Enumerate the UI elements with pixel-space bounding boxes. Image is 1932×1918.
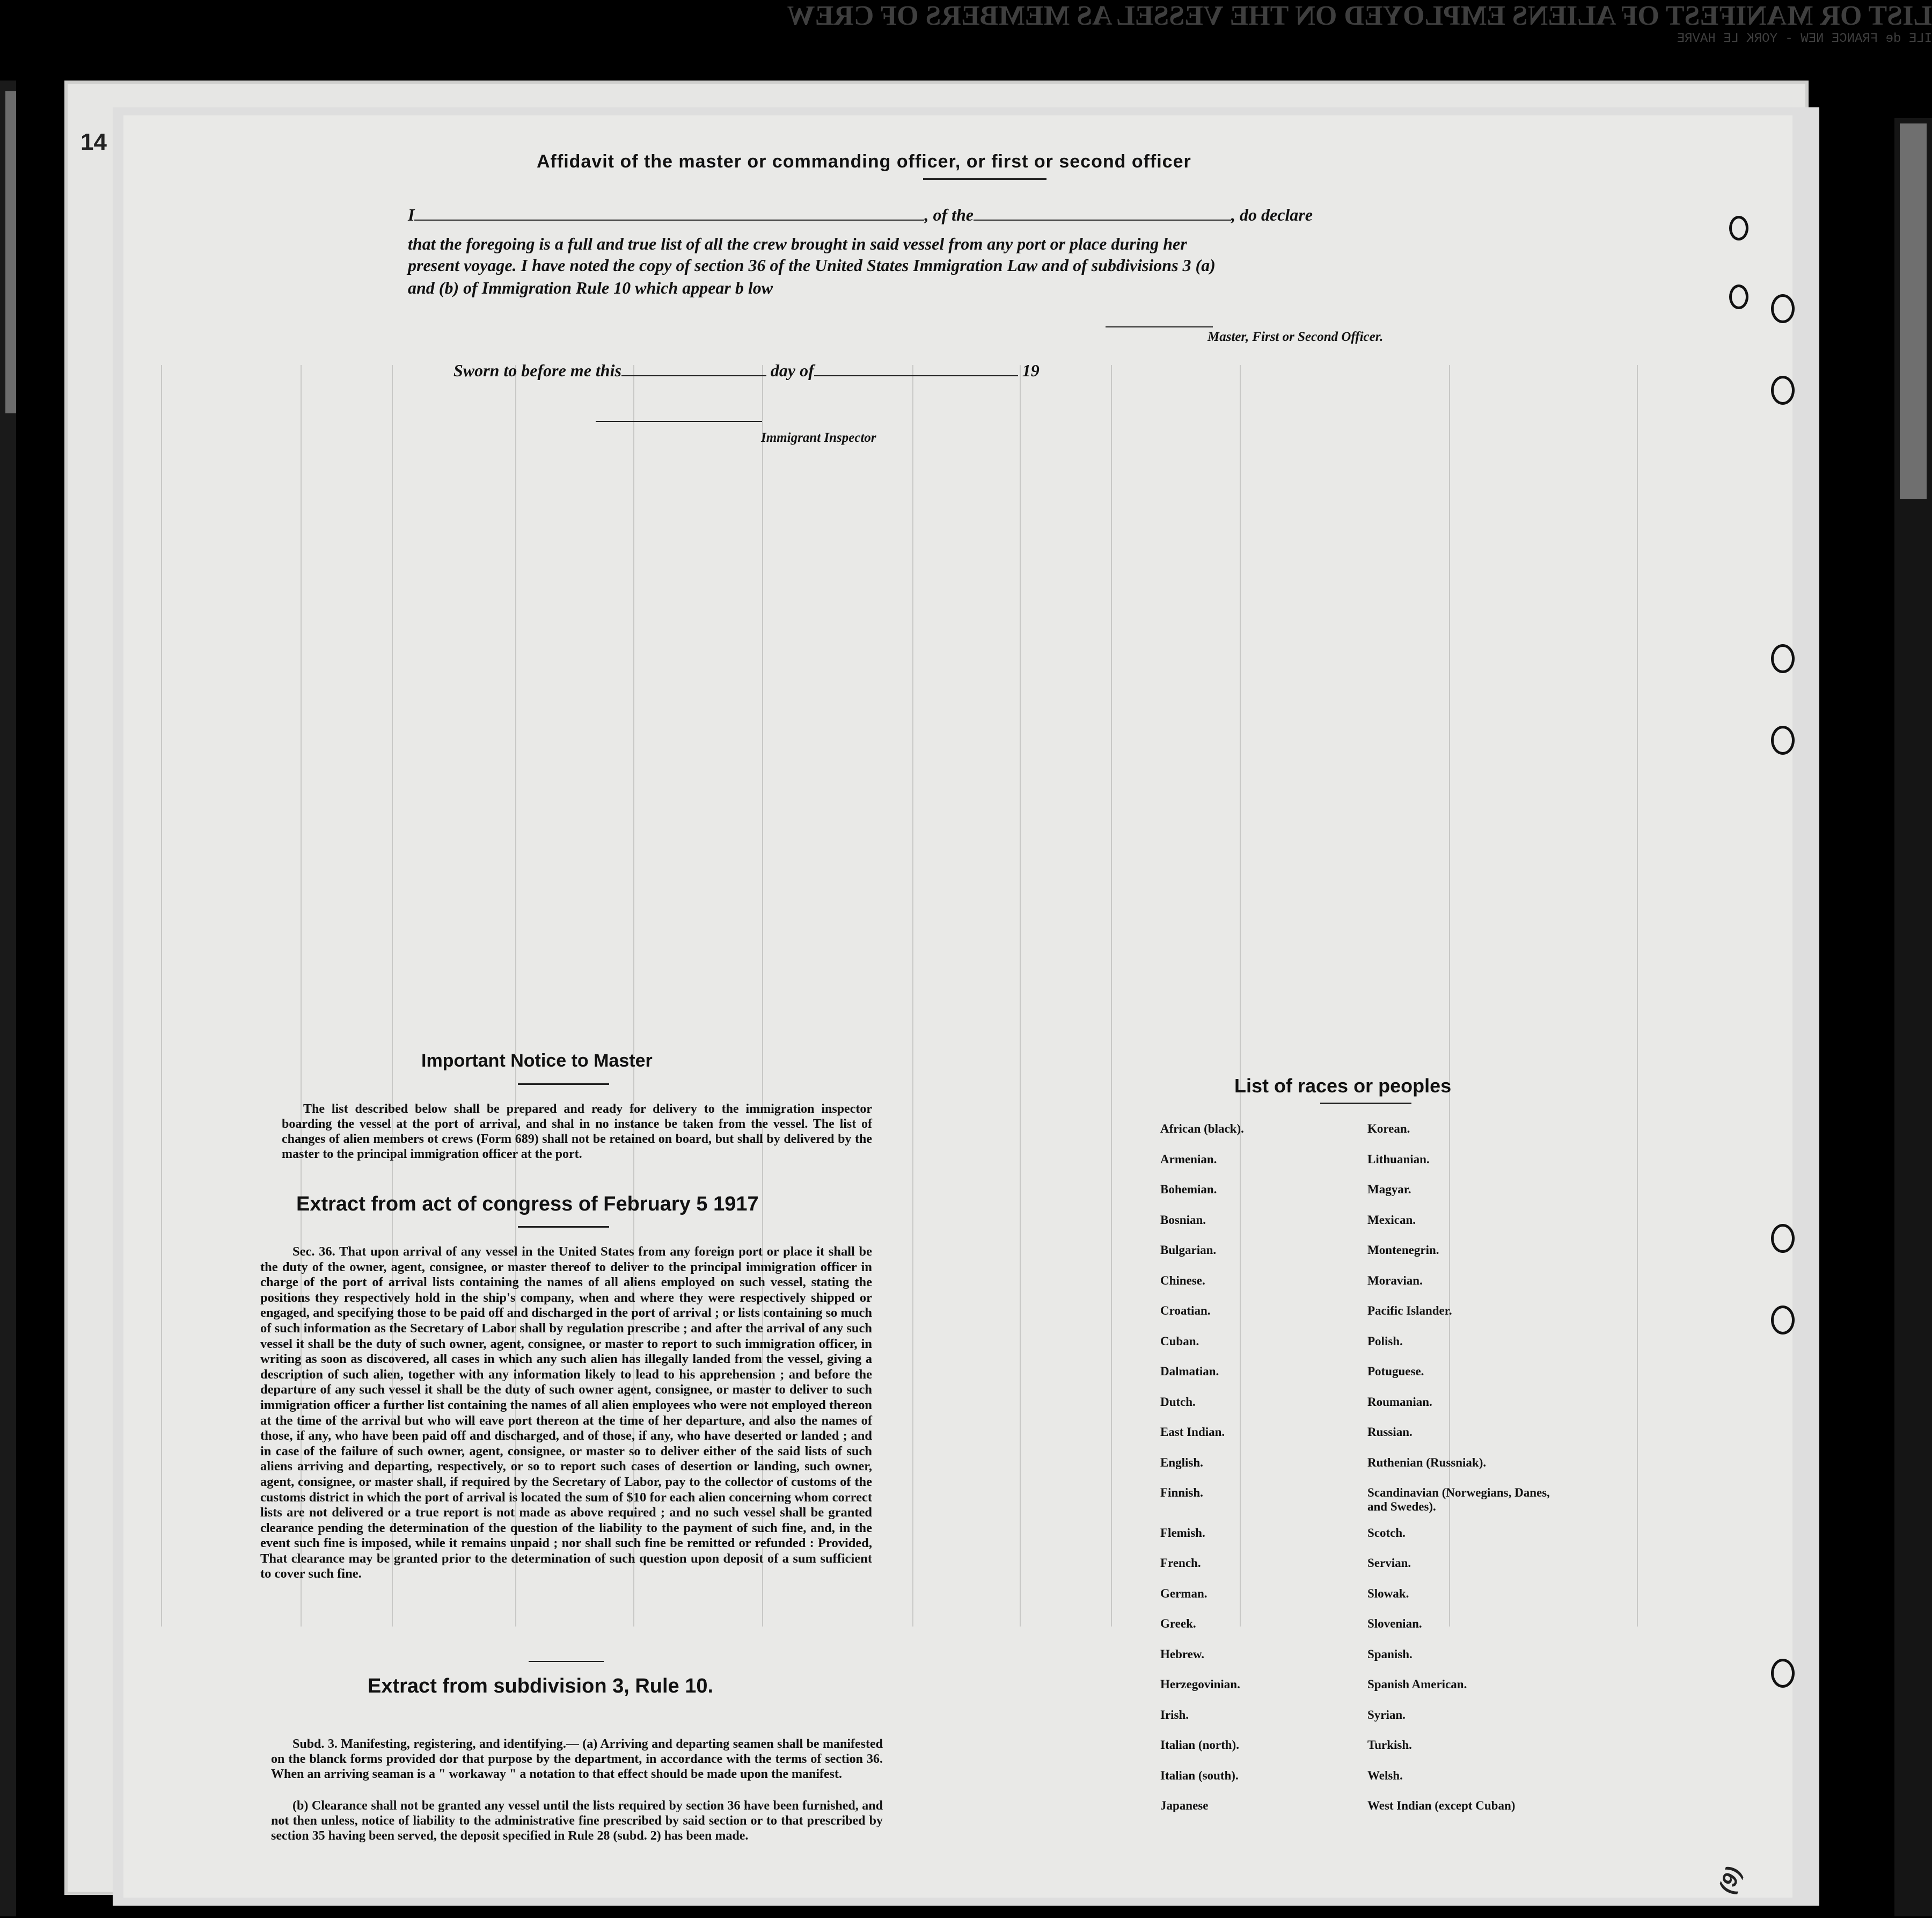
grid-line	[912, 365, 913, 1627]
page-number-mark: 14	[80, 129, 107, 155]
grid-line	[1111, 365, 1112, 1627]
month-blank[interactable]	[814, 361, 1018, 376]
race-item: Pacific Islander.	[1367, 1304, 1452, 1317]
race-item: Scotch.	[1367, 1526, 1406, 1540]
race-item: Korean.	[1367, 1122, 1410, 1135]
race-item: West Indian (except Cuban)	[1367, 1799, 1516, 1812]
affidavit-i: I	[408, 205, 415, 224]
race-item: Moravian.	[1367, 1273, 1423, 1287]
affidavit-declare: , do declare	[1231, 205, 1313, 224]
race-item: Armenian.	[1160, 1152, 1217, 1166]
race-item: Roumanian.	[1367, 1395, 1432, 1409]
race-item: Bohemian.	[1160, 1183, 1217, 1196]
act-extract-title: Extract from act of congress of February 5 1917	[296, 1193, 759, 1215]
race-item: Dalmatian.	[1160, 1365, 1219, 1378]
race-item: Ruthenian (Russniak).	[1367, 1455, 1487, 1469]
vessel-blank[interactable]	[974, 206, 1231, 221]
name-blank[interactable]	[414, 206, 924, 221]
pencil-mark: (9)	[1714, 1863, 1746, 1897]
race-item: Slowak.	[1367, 1586, 1409, 1600]
races-title: List of races or peoples	[1234, 1075, 1452, 1097]
race-item: Italian (south).	[1160, 1768, 1239, 1782]
affidavit-line-2: that the foregoing is a full and true list of all the crew brought in said vessel from any port or place during her	[408, 234, 1187, 253]
race-item: English.	[1160, 1455, 1203, 1469]
race-item: Cuban.	[1160, 1334, 1199, 1348]
race-item: Spanish.	[1367, 1647, 1413, 1661]
rule-extract-title: Extract from subdivision 3, Rule 10.	[368, 1675, 714, 1697]
act-underline	[518, 1226, 609, 1228]
races-underline	[1320, 1103, 1411, 1104]
day-of-label: day of	[770, 361, 814, 380]
bleed-through-route: ILE de FRANCE NEW - YORK LE HAVRE	[1677, 32, 1932, 46]
notice-text: The list described below shall be prepared and ready for delivery to the immigration inspector boarding the vessel at the port of arrival, and shal in no instance be taken from the vessel. The list of changes of alien members ot crews (Form 689) shall not be retained on board, but shall by delivered by the master to the principal immigration officer at the port.	[282, 1102, 872, 1161]
notice-title: Important Notice to Master	[421, 1051, 653, 1071]
sworn-label: Sworn to before me this	[453, 361, 621, 380]
race-item: Servian.	[1367, 1556, 1411, 1570]
affidavit-title: Affidavit of the master or commanding officer, or first or second officer	[537, 151, 1191, 172]
race-item: Chinese.	[1160, 1273, 1205, 1287]
race-item: Slovenian.	[1367, 1617, 1422, 1630]
race-item: African (black).	[1160, 1122, 1244, 1135]
binder-hole	[1771, 726, 1795, 755]
inspector-signature-line[interactable]	[596, 421, 762, 422]
binder-hole	[1771, 1224, 1795, 1253]
affidavit-of-the: , of the	[924, 205, 974, 224]
race-item: Polish.	[1367, 1334, 1403, 1348]
race-item: Hebrew.	[1160, 1647, 1204, 1661]
master-signature-line[interactable]	[1106, 326, 1213, 327]
affidavit-line-4: and (b) of Immigration Rule 10 which appear b low	[408, 278, 773, 297]
title-underline	[923, 178, 1046, 180]
race-item: Bosnian.	[1160, 1213, 1206, 1227]
binder-hole	[1729, 216, 1748, 240]
sworn-line	[453, 361, 1040, 381]
race-item: Greek.	[1160, 1617, 1196, 1630]
grid-line	[1240, 365, 1241, 1627]
race-item: Finnish.	[1160, 1486, 1203, 1499]
race-item: Mexican.	[1367, 1213, 1416, 1227]
race-item: Italian (north).	[1160, 1738, 1239, 1752]
race-item: Scandinavian (Norwegians, Danes, and Swedes).	[1367, 1486, 1550, 1513]
race-item: Croatian.	[1160, 1304, 1211, 1317]
race-item: Japanese	[1160, 1799, 1209, 1812]
grid-line	[1449, 365, 1450, 1627]
binder-hole	[1771, 1306, 1795, 1334]
document-page	[123, 115, 1792, 1898]
binder-hole	[1771, 376, 1795, 405]
rule-extract-text-b: (b) Clearance shall not be granted any vessel until the lists required by section 36 have been furnished, and not then unless, notice of liability to the administrative fine prescribed by said section or to that prescribed by section 35 having been served, the deposit specified in Rule 28 (subd. 2) has been made.	[271, 1799, 883, 1843]
day-blank[interactable]	[621, 361, 766, 376]
grid-line	[1020, 365, 1021, 1627]
race-item: Russian.	[1367, 1425, 1413, 1439]
race-item: Bulgarian.	[1160, 1243, 1217, 1257]
race-item: Welsh.	[1367, 1768, 1403, 1782]
binder-hole	[1771, 294, 1795, 323]
race-item: Syrian.	[1367, 1708, 1406, 1722]
act-extract-text: Sec. 36. That upon arrival of any vessel in the United States from any foreign port or place it shall be the duty of the owner, agent, consignee, or master thereof to deliver to the principal immigration officer in charge of the port of arrival lists containing the names of all aliens employed on such vessel, stating the positions they respectively hold in the ship's company, when and where they were respectively shipped or engaged, and specifying those to be paid off and discharged in the port of arrival ; or lists containing so much of such information as the Secretary of Labor shall by regulation prescribe ; and after the arrival of any such vessel it shall be the duty of such owner, agent, consignee, or master to report to such immigration officer, in writing as soon as discovered, all cases in which any such alien has illegally landed from the vessel, giving a description of such alien, together with any information likely to lead to his apprehension ; and before the departure of any such vessel it shall be the duty of such owner agent, consignee, or master to deliver to such immigration officer a further list containing the names of all alien employees who were not employed thereon at the time of the arrival but who will eave port thereon at the time of her departure, and also the names of those, if any, who have been paid off and discharged, and of those, if any, who have deserted or landed ; and in case of the failure of such owner, agent, consignee, or master so to deliver either of the said lists of such aliens arriving and departing, respectively, or so to report such cases of desertion or landing, such owner, agent, consignee, or master shall, if required by the Secretary of Labor, pay to the collector of customs of the customs district in which the port of arrival is located the sum of $10 for each alien concerning whom correct lists are not delivered or a true report is not made as above required ; and no such vessel shall be granted clearance pending the determination of the question of the liability to the payment of such fine, and, in the event such fine is imposed, while it remains unpaid ; nor shall such fine be remitted or refunded : Provided, That clearance may be granted prior to the determination of such question upon deposit of a sum sufficient to cover such fine.	[260, 1244, 872, 1581]
race-item: Spanish American.	[1367, 1678, 1467, 1691]
act-end-rule	[529, 1661, 604, 1662]
race-item: Herzegovinian.	[1160, 1678, 1240, 1691]
right-neighbor-page	[1900, 123, 1927, 499]
race-item: Magyar.	[1367, 1183, 1411, 1196]
race-item: East Indian.	[1160, 1425, 1225, 1439]
race-item: Potuguese.	[1367, 1365, 1424, 1378]
grid-line	[1637, 365, 1638, 1627]
rule-extract-text-a: Subd. 3. Manifesting, registering, and identifying.— (a) Arriving and departing seamen shall be manifested on the blanck forms provided dor that purpose by the department, in accordance with the terms of section 36. When an arriving seaman is a " workaway " a notation to that effect should be made upon the manifest.	[271, 1737, 883, 1781]
binder-hole	[1771, 644, 1795, 673]
race-item: Lithuanian.	[1367, 1152, 1430, 1166]
inspector-label: Immigrant Inspector	[761, 431, 876, 445]
affidavit-line-1	[408, 205, 1313, 225]
bleed-through-header: LIST OR MANIFEST OF ALIENS EMPLOYED ON THE VESSEL AS MEMBERS OF CREW	[787, 1, 1932, 31]
race-item: Dutch.	[1160, 1395, 1196, 1409]
race-item: Montenegrin.	[1367, 1243, 1439, 1257]
year-label: 19	[1022, 361, 1040, 380]
race-item: Flemish.	[1160, 1526, 1205, 1540]
race-item: German.	[1160, 1586, 1208, 1600]
race-item: Irish.	[1160, 1708, 1189, 1722]
left-neighbor-page	[5, 91, 16, 413]
race-item: French.	[1160, 1556, 1201, 1570]
binder-hole	[1729, 285, 1748, 309]
master-label: Master, First or Second Officer.	[1208, 330, 1384, 344]
race-item: Turkish.	[1367, 1738, 1412, 1752]
affidavit-line-3: present voyage. I have noted the copy of section 36 of the United States Immigration Law and of subdivisions 3 (a)	[408, 256, 1216, 275]
notice-underline	[518, 1083, 609, 1085]
binder-hole	[1771, 1659, 1795, 1688]
grid-line	[161, 365, 162, 1627]
